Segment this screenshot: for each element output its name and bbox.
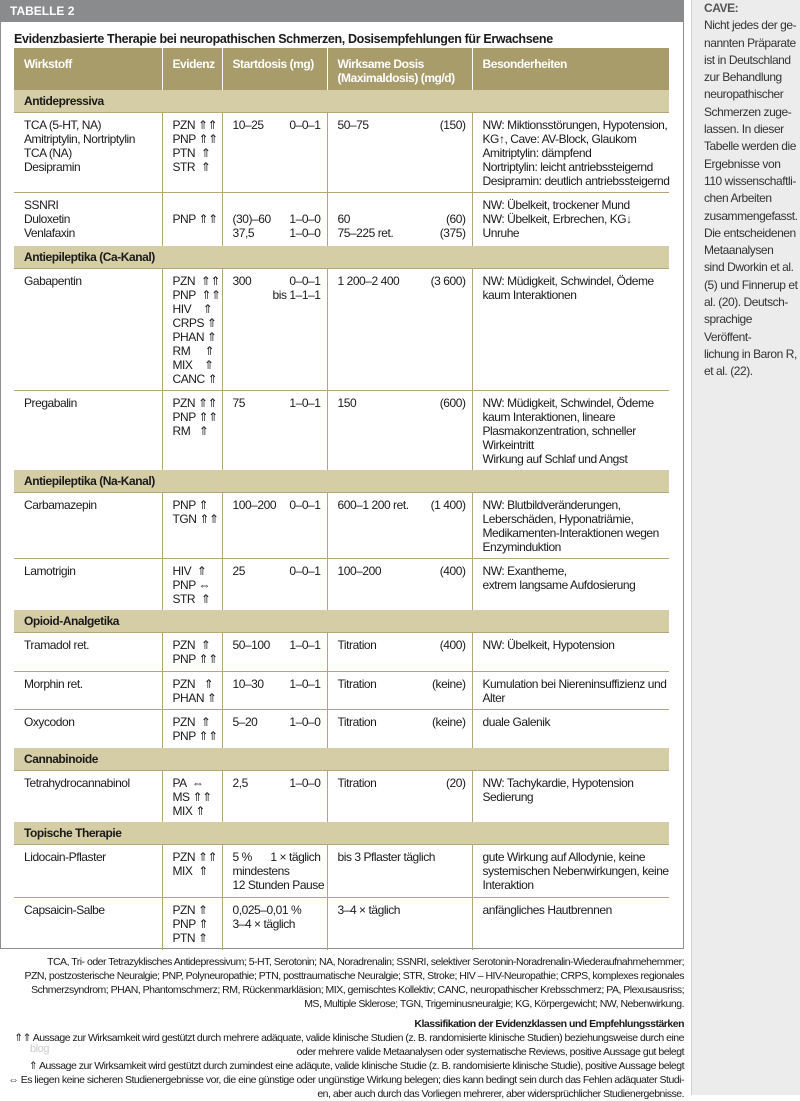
startdosis-cell [222,845,327,898]
wirksame-dosis-cell [327,709,472,748]
wirkstoff-cell [14,709,162,748]
besonderheiten-line: NW: Müdigkeit, Schwindel, Ödeme [482,395,654,410]
wirksame-dosis-line [338,638,466,652]
sidebar-line: Nicht jedes der ge- [704,18,797,33]
evidenz-line: PNP ⇑ [172,917,209,931]
evidenz-line: PNP ⇑⇑ [172,287,221,302]
startdosis-cell [222,558,327,610]
wirksame-dosis-cell [327,492,472,558]
evidenz-line: PNP ⇑⇑ [172,212,218,226]
wirksame-dosis-value: 60 [337,212,350,226]
startdosis-cell [222,771,327,823]
column-header: Evidenz [162,48,222,90]
besonderheiten-line: Plasmakonzentration, schneller [482,423,636,438]
table-row [14,771,669,823]
table-row [14,845,669,898]
besonderheiten-line: NW: Exantheme, [482,563,567,578]
startdosis-line [233,564,321,578]
wirksame-dosis-line [338,715,466,729]
besonderheiten-line: duale Galenik [482,714,551,729]
evidenz-cell [162,558,222,610]
besonderheiten-line: Amitriptylin: dämpfend [482,146,592,160]
wirksame-dosis-line [338,776,466,790]
classification-line: oder mehrere valide Metaanalysen oder systematische Reviews, positive Aussage gut belegt [296,1046,684,1058]
category-label: Topische Therapie [14,822,669,845]
startdosis-line [233,776,321,790]
wirksame-dosis-cell [327,845,472,898]
sidebar-line: nannten Präparate [704,35,796,50]
column-header: Wirksame Dosis (Maximaldosis) (mg/d) [327,48,472,90]
wirkstoff-cell [14,390,162,470]
evidenz-cell [162,492,222,558]
besonderheiten-cell [472,671,669,709]
table-row [14,898,669,950]
besonderheiten-line: NW: Tachykardie, Hypotension [482,776,634,790]
evidenz-line: TGN ⇑⇑ [172,511,219,526]
table-row [14,492,669,558]
table-row [14,558,669,610]
table-title: Evidenzbasierte Therapie bei neuropathischen Schmerzen, Dosisempfehlungen für Erwachsene [14,32,553,46]
evidenz-line: HIV ⇑ [172,301,213,316]
besonderheiten-line: kaum Interaktionen, lineare [482,409,616,424]
wirkstoff-cell [14,845,162,898]
evidenz-cell [162,771,222,823]
startdosis-extra: bis 1–1–1 [272,287,321,302]
startdosis-line [233,288,321,302]
evidenz-line: RM ⇑ [172,343,215,358]
wirksame-dosis-line [338,198,466,212]
table-row [14,390,669,470]
classification-line: ⇔ Es liegen keine sicheren Studienergebnisse vor, die eine günstige oder ungünstige Wirkung belegen; dies kann bedingt sein durch das Fehlen adäquater Studi- [8,1074,684,1086]
startdosis-cell [222,709,327,748]
startdosis-value: 10–25 [232,118,264,132]
evidenz-line: PNP ⇑⇑ [172,728,218,743]
evidenz-line: PZN ⇑⇑ [172,395,218,410]
startdosis-cell [222,113,327,193]
wirksame-dosis-cell [327,268,472,390]
besonderheiten-line: NW: Übelkeit, Erbrechen, KG↓ [482,212,632,226]
sidebar-line: ist in Deutschland [704,52,791,67]
wirksame-dosis-value: Titration [337,637,377,652]
wirksame-dosis-line [338,903,466,917]
wirkstoff-line: TCA (5-HT, NA) [24,118,102,132]
evidenz-line: STR ⇑ [172,160,211,174]
besonderheiten-cell [472,845,669,898]
sidebar-line: zusammengefasst. [704,208,798,223]
startdosis-extra: 0–0–1 [289,118,321,132]
besonderheiten-line: NW: Miktionsstörungen, Hypotension, [482,118,668,132]
startdosis-value: 100–200 [232,497,277,512]
table-row [14,632,669,671]
besonderheiten-line: Sedierung [482,790,534,804]
besonderheiten-line: Leberschäden, Hyponatriämie, [482,511,634,526]
wirksame-dosis-extra: (150) [439,118,466,132]
wirkstoff-line: Capsaicin-Salbe [24,903,105,917]
startdosis-line [233,396,321,410]
column-header: Wirkstoff [14,48,162,90]
wirkstoff-cell [14,268,162,390]
wirksame-dosis-extra: (400) [439,563,466,578]
evidenz-line: HIV ⇑ [172,563,207,578]
startdosis-line [233,715,321,729]
wirksame-dosis-cell [327,898,472,950]
sidebar-line: sind Dworkin et al. [704,260,794,275]
startdosis-value: 0,025–0,01 % [232,903,302,917]
wirksame-dosis-line [338,118,466,132]
startdosis-value: (30)–60 [232,212,271,226]
wirksame-dosis-line [338,498,466,512]
sidebar-line: lichung in Baron R, [704,346,797,361]
startdosis-extra: 1–0–1 [289,676,321,691]
wirkstoff-line: Carbamazepin [24,497,97,512]
besonderheiten-line: Nortriptylin: leicht antriebssteigernd [482,160,653,174]
besonderheiten-line: KG↑, Cave: AV-Block, Glaukom [482,132,637,146]
sidebar-line: zur Behandlung [704,70,782,85]
wirksame-dosis-cell [327,390,472,470]
evidenz-line: PZN ⇑ [172,714,211,729]
evidenz-line: PZN ⇑ [172,676,214,691]
besonderheiten-cell [472,771,669,823]
besonderheiten-line: NW: Übelkeit, Hypotension [482,637,615,652]
besonderheiten-line: Alter [482,690,505,705]
startdosis-value: 50–100 [232,637,270,652]
startdosis-line [233,274,321,288]
classification-line: ⇑ Aussage zur Wirksamkeit wird gestützt durch zumindest eine adäqute, valide klinische Studie (z. B. randomisierte klinische Studie), positive Aussage belegt [28,1060,684,1072]
besonderheiten-cell [472,193,669,246]
wirksame-dosis-extra: (400) [439,637,466,652]
besonderheiten-line: gute Wirkung auf Allodynie, keine [482,850,646,864]
category-row [14,470,669,493]
column-header: Besonderheiten [472,48,669,90]
abbreviation-line: TCA, Tri- oder Tetrazyklisches Antidepressivum; 5-HT, Serotonin; NA, Noradrenalin; SSNRI, selektiver Serotonin-Noradrenalin-Wiederaufnahmehemmer; [47,956,684,968]
besonderheiten-cell [472,268,669,390]
startdosis-value: 75 [232,395,245,410]
category-label: Opioid-Analgetika [14,610,669,633]
wirkstoff-cell [14,898,162,950]
wirksame-dosis-cell [327,671,472,709]
startdosis-extra: 1–0–0 [289,212,321,226]
evidenz-line: PHAN ⇑ [172,690,217,705]
wirksame-dosis-cell [327,113,472,193]
sidebar-line: 110 wissenschaftli- [704,173,796,188]
besonderheiten-line: systemischen Nebenwirkungen, keine [482,864,669,878]
wirkstoff-line: Oxycodon [24,714,75,729]
wirksame-dosis-line [338,226,466,240]
table-header-row [14,48,669,90]
besonderheiten-line: extrem langsame Aufdosierung [482,577,636,592]
evidenz-line: PTN ⇑ [172,931,208,945]
evidenz-line: RM ⇑ [172,423,209,438]
besonderheiten-cell [472,558,669,610]
wirkstoff-line: Lidocain-Pflaster [24,850,106,864]
startdosis-line [233,226,321,240]
classification-line: en, aber auch durch das Vorliegen mehrerer, aber widersprüchlicher Studienergebnisse. [317,1088,684,1100]
evidenz-line: PNP ⇑ [172,497,209,512]
besonderheiten-line: NW: Übelkeit, trockener Mund [482,198,630,212]
evidenz-cell [162,671,222,709]
sidebar-line: lassen. In dieser [704,122,784,137]
besonderheiten-line: Interaktion [482,878,534,892]
sidebar-line: Metaanalysen [704,243,774,258]
wirkstoff-cell [14,771,162,823]
wirkstoff-line: Lamotrigin [24,563,76,578]
evidenz-line: PNP ⇔ [172,577,211,592]
startdosis-cell [222,268,327,390]
table-footer [0,951,684,1101]
wirkstoff-line: SSNRI [24,198,59,212]
startdosis-cell [222,390,327,470]
table-row [14,193,669,246]
wirkstoff-line: Gabapentin [24,273,82,288]
category-row [14,246,669,269]
evidenz-line: PNP ⇑⇑ [172,132,218,146]
column-header: Startdosis (mg) [222,48,327,90]
wirksame-dosis-line [338,396,466,410]
wirkstoff-line: Tetrahydrocannabinol [24,776,130,790]
wirksame-dosis-extra: (600) [439,395,466,410]
category-row [14,610,669,633]
sidebar-line: (5) und Finnerup et [704,277,798,292]
wirksame-dosis-cell [327,771,472,823]
category-row [14,90,669,113]
sidebar-line: Die entscheidenen [704,225,796,240]
startdosis-value: mindestens [232,864,290,878]
startdosis-extra: 0–0–1 [289,497,321,512]
startdosis-line [233,903,321,917]
startdosis-line [233,864,321,878]
besonderheiten-line: kaum Interaktionen [482,287,577,302]
besonderheiten-cell [472,113,669,193]
evidenz-line: PHAN ⇑ [172,329,217,344]
besonderheiten-line: Desipramin: deutlich antriebssteigernd [482,174,670,188]
besonderheiten-line: Enzyminduktion [482,539,561,554]
category-label: Cannabinoide [14,748,669,771]
sidebar-line: sprachige Veröffent- [704,312,752,344]
startdosis-cell [222,492,327,558]
wirksame-dosis-extra: (1 400) [430,497,466,512]
abbreviation-line: PZN, postzosterische Neuralgie; PNP, Polyneuropathie; PTN, posttraumatische Neuralgie; STR, Stroke; HIV – HIV-Neuropathie; CRPS, komplexes regionales [24,970,684,982]
startdosis-value: 300 [232,273,252,288]
evidenz-line: MIX ⇑ [172,864,208,878]
wirksame-dosis-value: Titration [337,676,377,691]
category-label: Antidepressiva [14,90,669,113]
abbreviation-line: Schmerzsyndrom; PHAN, Phantomschmerz; RM, Rückenmarkläsion; MIX, gemischtes Kollektiv; CANC, neuropathischer Krebsschmerz; PA, Plexusausriss; [31,984,684,996]
wirksame-dosis-value: 1 200–2 400 [337,273,400,288]
evidenz-line: CRPS ⇑ [172,315,217,330]
table-row [14,113,669,193]
startdosis-value: 5–20 [232,714,258,729]
startdosis-line [233,198,321,212]
evidenz-line: PTN ⇑ [172,146,211,160]
wirkstoff-line: Duloxetin [24,212,70,226]
startdosis-value: 10–30 [232,676,264,691]
wirksame-dosis-extra: (20) [445,776,466,790]
evidenz-line: PZN ⇑ [172,637,211,652]
evidenz-line: MIX ⇑ [172,804,205,818]
evidenz-line: PA ⇔ [172,776,204,790]
startdosis-line [233,498,321,512]
wirkstoff-cell [14,671,162,709]
table-row [14,671,669,709]
wirkstoff-line: Venlafaxin [24,226,75,240]
evidenz-cell [162,845,222,898]
wirksame-dosis-line [338,212,466,226]
besonderheiten-cell [472,390,669,470]
wirksame-dosis-value: 3–4 × täglich [337,903,401,917]
wirkstoff-cell [14,558,162,610]
wirksame-dosis-line [338,564,466,578]
classification-line: ⇑⇑ Aussage zur Wirksamkeit wird gestützt durch mehrere adäquate, valide klinische Studien (z. B. randomisierte klinische Studien) beziehungsweise durch eine [14,1032,684,1044]
wirksame-dosis-line [338,274,466,288]
sidebar-heading: CAVE: [704,1,739,15]
wirksame-dosis-value: 50–75 [337,118,369,132]
evidenz-cell [162,632,222,671]
startdosis-line [233,917,321,931]
startdosis-cell [222,671,327,709]
wirkstoff-cell [14,113,162,193]
wirksame-dosis-value: bis 3 Pflaster täglich [337,850,435,864]
watermark: blog [30,1043,49,1055]
startdosis-value: 5 % [232,850,252,864]
wirksame-dosis-line [338,850,466,864]
wirkstoff-line: Desipramin [24,160,81,174]
startdosis-cell [222,193,327,246]
startdosis-value: 25 [232,563,245,578]
wirksame-dosis-value: 600–1 200 ret. [337,497,409,512]
startdosis-extra: 1–0–0 [289,776,321,790]
startdosis-extra: 1–0–1 [289,395,321,410]
wirkstoff-line: Amitriptylin, Nortriptylin [24,132,135,146]
evidenz-line: PZN ⇑⇑ [172,118,218,132]
wirksame-dosis-cell [327,558,472,610]
startdosis-line [233,212,321,226]
startdosis-extra: 1 × täglich [270,850,321,864]
wirkstoff-cell [14,193,162,246]
evidenz-cell [162,193,222,246]
evidenz-line: PZN ⇑⇑ [172,273,221,288]
wirksame-dosis-value: 75–225 ret. [337,226,394,240]
wirksame-dosis-extra: (3 600) [430,273,466,288]
evidenz-line: STR ⇑ [172,591,211,606]
evidenz-line: PNP ⇑⇑ [172,409,218,424]
besonderheiten-line: NW: Müdigkeit, Schwindel, Ödeme [482,273,654,288]
evidenz-line [173,198,216,212]
sidebar-line: Tabelle werden die [704,139,796,154]
wirksame-dosis-cell [327,193,472,246]
wirksame-dosis-value: Titration [337,776,377,790]
wirkstoff-line: TCA (NA) [24,146,72,160]
startdosis-cell [222,632,327,671]
evidenz-line: PNP ⇑⇑ [172,651,218,666]
startdosis-cell [222,898,327,950]
evidenz-cell [162,390,222,470]
evidenz-line: MIX ⇑ [172,357,214,372]
startdosis-value: 12 Stunden Pause [232,878,325,892]
evidenz-cell [162,113,222,193]
wirksame-dosis-value: Titration [337,714,377,729]
evidenz-line: MS ⇑⇑ [172,790,212,804]
category-row [14,822,669,845]
therapy-table [14,48,669,950]
wirksame-dosis-value: 100–200 [337,563,382,578]
category-label: Antiepileptika (Ca-Kanal) [14,246,669,269]
besonderheiten-cell [472,492,669,558]
sidebar-line: neuropathischer [704,87,784,102]
startdosis-line [232,878,325,892]
wirksame-dosis-value: 150 [337,395,357,410]
besonderheiten-line: Kumulation bei Niereninsuffizienz und [482,676,667,691]
wirksame-dosis-extra: (60) [445,212,466,226]
besonderheiten-line: anfängliches Hautbrennen [482,903,612,917]
evidenz-cell [162,268,222,390]
besonderheiten-line: NW: Blutbildveränderungen, [482,497,621,512]
sidebar-line: et al. (22). [704,364,753,379]
wirkstoff-cell [14,492,162,558]
evidenz-line: CANC ⇑ [172,371,218,386]
sidebar-line: Schmerzen zuge- [704,104,792,119]
category-row [14,748,669,771]
sidebar-line: al. (20). Deutsch- [704,295,788,310]
startdosis-value: 37,5 [232,226,255,240]
category-label: Antiepileptika (Na-Kanal) [14,470,669,493]
classification [0,1017,684,1101]
wirksame-dosis-extra: (375) [439,226,466,240]
startdosis-line [233,677,321,691]
wirksame-dosis-extra: (keine) [431,714,466,729]
wirkstoff-cell [14,632,162,671]
cave-sidebar [691,0,800,1095]
classification-title: Klassifikation der Evidenzklassen und Empfehlungsstärken [414,1018,684,1030]
startdosis-extra: 1–0–1 [289,637,321,652]
besonderheiten-line: Wirkung auf Schlaf und Angst [482,451,628,466]
startdosis-line [233,118,321,132]
besonderheiten-line: Wirkeintritt [482,437,534,452]
startdosis-line [233,638,321,652]
startdosis-value: 2,5 [232,776,248,790]
startdosis-extra: 1–0–0 [289,226,321,240]
wirksame-dosis-cell [327,632,472,671]
evidenz-cell [162,898,222,950]
besonderheiten-line: Unruhe [482,226,520,240]
evidenz-line: PZN ⇑ [172,903,208,917]
besonderheiten-cell [472,898,669,950]
abbreviations [0,951,684,1011]
besonderheiten-line: Medikamenten-Interaktionen wegen [482,525,659,540]
wirkstoff-line: Morphin ret. [24,676,83,691]
besonderheiten-cell [472,709,669,748]
wirksame-dosis-extra: (keine) [431,676,466,691]
table-row [14,709,669,748]
startdosis-extra: 0–0–1 [289,273,321,288]
wirkstoff-line: Tramadol ret. [24,637,90,652]
abbreviation-line: MS, Multiple Sklerose; TGN, Trigeminusneuralgie; KG, Körpergewicht; NW, Nebenwirkung. [304,998,684,1010]
startdosis-extra: 0–0–1 [289,563,321,578]
table-row [14,268,669,390]
wirksame-dosis-line [338,677,466,691]
wirkstoff-line: Pregabalin [24,395,77,410]
besonderheiten-cell [472,632,669,671]
startdosis-value: 3–4 × täglich [232,917,296,931]
evidenz-line: PZN ⇑⇑ [172,850,218,864]
sidebar-line: Ergebnisse von [704,156,781,171]
evidenz-cell [162,709,222,748]
table-label: TABELLE 2 [0,0,684,22]
startdosis-line [233,850,321,864]
startdosis-extra: 1–0–0 [289,714,321,729]
sidebar-line: chen Arbeiten [704,191,772,206]
